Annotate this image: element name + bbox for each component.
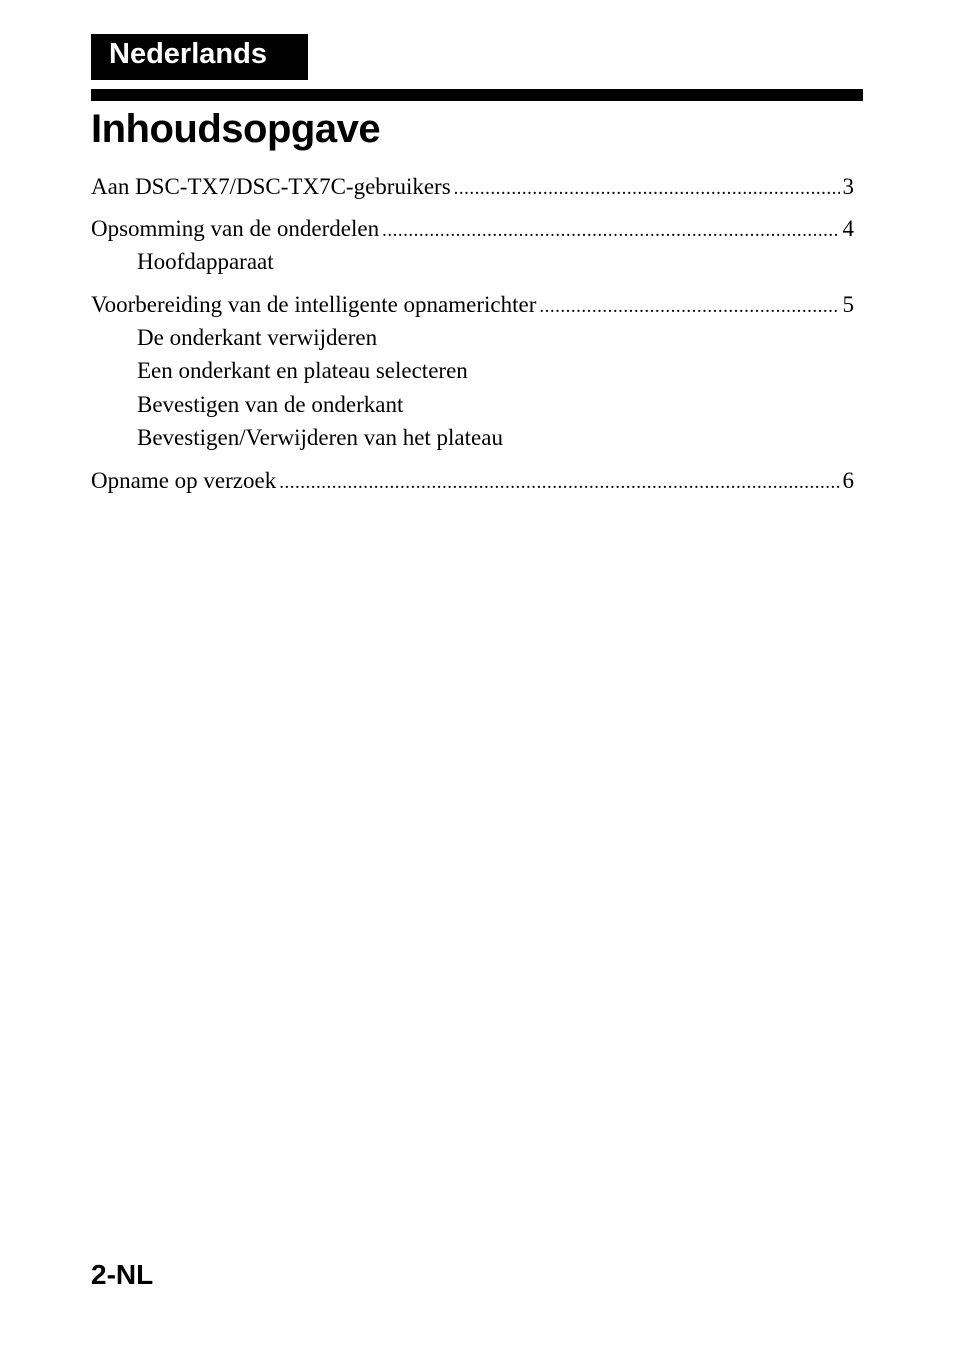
- toc-entry-label: Opsomming van de onderdelen: [91, 216, 380, 241]
- table-of-contents: [91, 170, 854, 506]
- toc-entry-label: Aan DSC-TX7/DSC-TX7C-gebruikers: [91, 174, 451, 199]
- toc-entry-page: 6: [842, 467, 854, 493]
- toc-subitem[interactable]: Bevestigen/Verwijderen van het plateau: [137, 425, 503, 450]
- toc-section: [91, 212, 854, 279]
- toc-entry[interactable]: [91, 170, 854, 203]
- language-tab: Nederlands: [91, 34, 308, 80]
- toc-entry[interactable]: [91, 288, 854, 321]
- toc-leader-dots: [454, 172, 840, 205]
- page-title: Inhoudsopgave: [91, 107, 381, 151]
- toc-entry-page: 4: [842, 216, 854, 241]
- toc-leader-dots: [279, 466, 839, 499]
- header-rule: [91, 89, 863, 101]
- toc-entry[interactable]: [91, 464, 854, 497]
- page-number: 2-NL: [91, 1259, 154, 1290]
- toc-entry-page: 5: [842, 291, 854, 317]
- toc-section: [91, 170, 854, 203]
- toc-subitem[interactable]: De onderkant verwijderen: [137, 324, 378, 350]
- toc-section: [91, 288, 854, 455]
- toc-entry[interactable]: [91, 212, 854, 245]
- toc-leader-dots: [382, 214, 839, 247]
- toc-entry-page: 3: [842, 174, 854, 199]
- toc-subitem[interactable]: Hoofdapparaat: [137, 249, 274, 274]
- toc-entry-label: Opname op verzoek: [91, 467, 277, 493]
- toc-subitem[interactable]: Een onderkant en plateau selecteren: [137, 358, 468, 383]
- toc-entry-label: Voorbereiding van de intelligente opnamerichter: [91, 291, 537, 317]
- toc-leader-dots: [539, 290, 839, 323]
- toc-subitem[interactable]: Bevestigen van de onderkant: [137, 391, 404, 417]
- toc-section: [91, 464, 854, 497]
